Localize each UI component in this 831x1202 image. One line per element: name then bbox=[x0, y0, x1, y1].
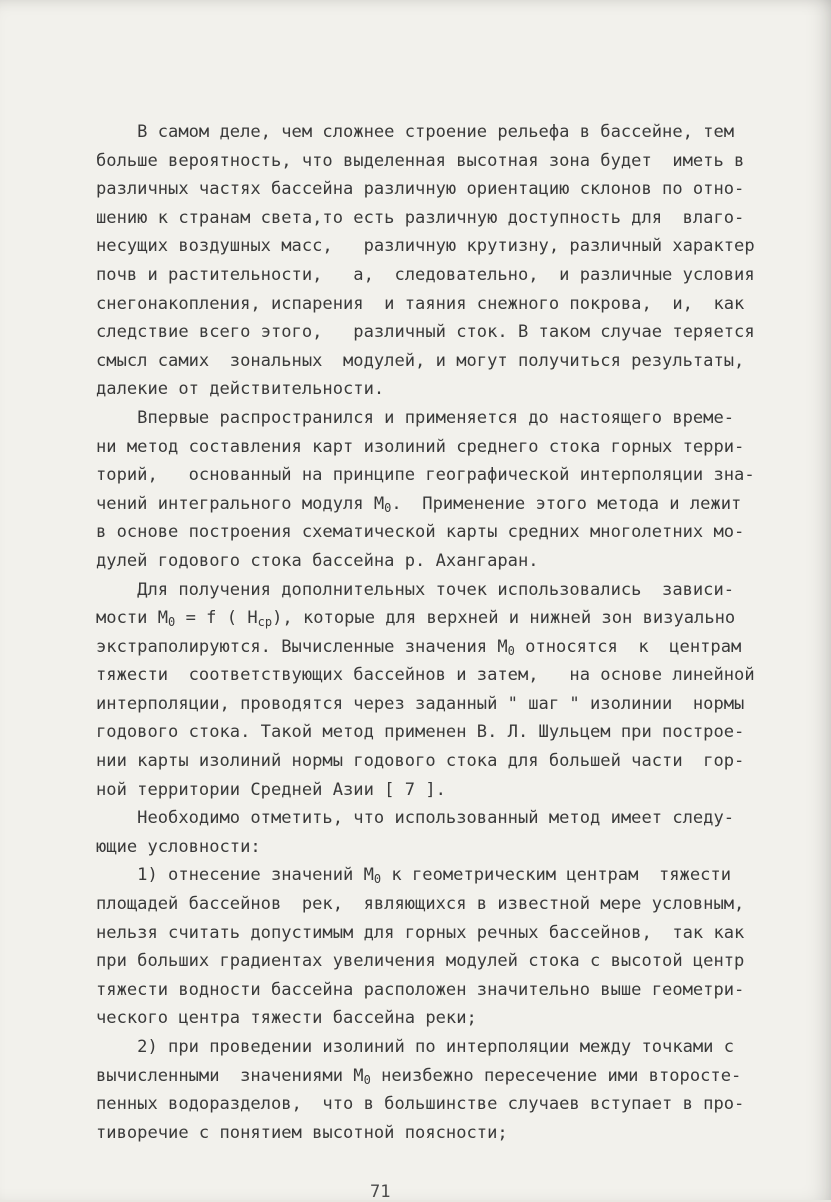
text-line: тяжести соответствующих бассейнов и затем, на основе линейной bbox=[96, 665, 755, 686]
subscript: 0 bbox=[384, 500, 392, 515]
text-line: снегонакопления, испарения и таяния снежного покрова, и, как bbox=[96, 293, 745, 314]
text-line: В самом деле, чем сложнее строение рельефа в бассейне, тем bbox=[96, 122, 735, 142]
text-line: ной территории Средней Азии [ 7 ]. bbox=[96, 779, 446, 800]
text-line: тяжести водности бассейна расположен значительно выше геометри- bbox=[96, 979, 745, 1000]
text-line: вычисленными значениями $М_0$ неизбежно пересечение ими второсте- bbox=[96, 1065, 742, 1087]
text-line: нельзя считать допустимым для горных речных бассейнов, так как bbox=[96, 922, 745, 943]
page-number: 71 bbox=[370, 1182, 391, 1202]
text-line: дулей годового стока бассейна р. Ахангаран. bbox=[96, 550, 539, 571]
subscript: ср bbox=[257, 615, 273, 630]
text-line: больше вероятность, что выделенная высотная зона будет иметь в bbox=[96, 150, 745, 171]
text-line: экстраполируются. Вычисленные значения $М_0$ относятся к центрам bbox=[96, 636, 742, 658]
subscript: 0 bbox=[363, 1072, 371, 1087]
subscript: 0 bbox=[507, 643, 515, 658]
text-line: смысл самих зональных модулей, и могут получиться результаты, bbox=[96, 350, 745, 371]
subscript: 0 bbox=[168, 615, 176, 630]
text-line: следствие всего этого, различный сток. В таком случае теряется bbox=[96, 322, 755, 343]
text-line: различных частях бассейна различную ориентацию склонов по отно- bbox=[96, 179, 745, 200]
paragraph bbox=[96, 118, 776, 404]
text-line: площадей бассейнов рек, являющихся в известной мере условным, bbox=[96, 894, 745, 915]
text-line: ческого центра тяжести бассейна реки; bbox=[96, 1008, 477, 1029]
text-line: интерполяции, проводятся через заданный " шаг " изолинии нормы bbox=[96, 693, 745, 714]
text-line: 2) при проведении изолиний по интерполяции между точками с bbox=[96, 1037, 735, 1057]
text-line: пенных водоразделов, что в большинстве случаев вступает в про- bbox=[96, 1094, 745, 1115]
text-line: 1) отнесение значений $М_0$ к геометрическим центрам тяжести bbox=[96, 865, 732, 887]
text-line: Необходимо отметить, что использованный метод имеет следу- bbox=[96, 808, 735, 829]
text-line: годового стока. Такой метод применен В. Л. Шульцем при построе- bbox=[96, 722, 745, 743]
text-line: далекие от действительности. bbox=[96, 379, 385, 400]
text-line: Для получения дополнительных точек использовались зависи- bbox=[96, 579, 735, 600]
text-line: почв и растительности, а, следовательно, и различные условия bbox=[96, 264, 755, 285]
paragraph bbox=[96, 861, 776, 1033]
text-line: чений интегрального модуля $М_0$. Применение этого метода и лежит bbox=[96, 493, 742, 515]
subscript: 0 bbox=[373, 872, 382, 887]
text-line: нии карты изолиний нормы годового стока для большей части гор- bbox=[96, 751, 745, 772]
text-line: ни метод составления карт изолиний среднего стока горных терри- bbox=[96, 436, 745, 457]
paragraph bbox=[96, 804, 776, 861]
text-line: мости $М_0 = f$ ( $H_{ср}$), которые для верхней и нижней зон визуально bbox=[96, 608, 736, 630]
text-line: ющие условности: bbox=[96, 836, 261, 857]
paragraph bbox=[96, 1033, 776, 1147]
body-text bbox=[96, 118, 776, 1147]
paragraph bbox=[96, 576, 776, 805]
text-line: несущих воздушных масс, различную крутизну, различный характер bbox=[96, 236, 755, 257]
text-line: при больших градиентах увеличения модулей стока с высотой центр bbox=[96, 951, 745, 972]
paragraph bbox=[96, 404, 776, 576]
text-line: в основе построения схематической карты средних многолетних мо- bbox=[96, 522, 745, 543]
text-line: Впервые распространился и применяется до настоящего време- bbox=[96, 407, 735, 428]
text-line: тиворечие с понятием высотной поясности; bbox=[96, 1122, 508, 1143]
text-line: торий, основанный на принципе географической интерполяции зна- bbox=[96, 465, 755, 486]
text-line: шению к странам света,то есть различную доступность для влаго- bbox=[96, 207, 745, 228]
